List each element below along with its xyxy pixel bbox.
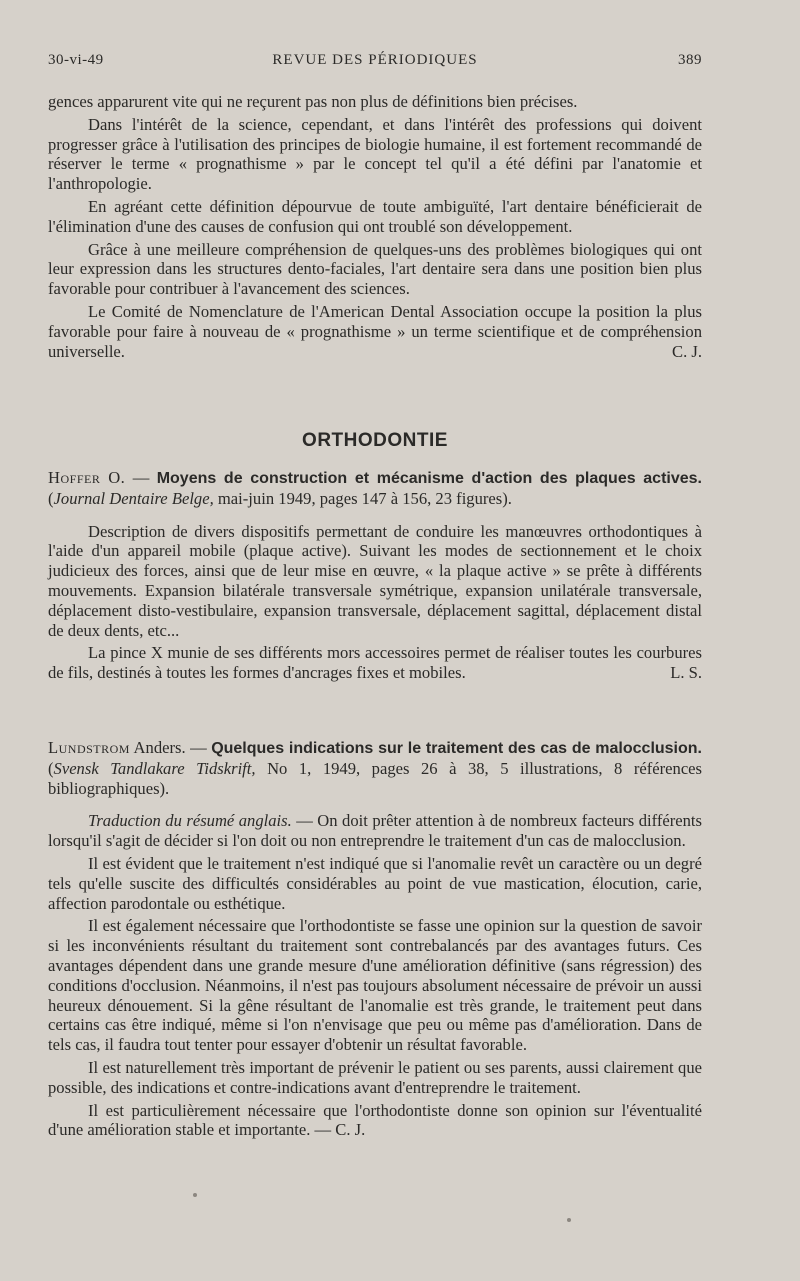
header-date: 30-vi-49 xyxy=(48,52,104,68)
journal-name: Svensk Tandlakare Tidskrift, xyxy=(53,758,256,778)
review-entry-lundstrom xyxy=(48,738,702,1143)
entry-paragraph: Il est évident que le traitement n'est indiqué que si l'anomalie revêt un caractère ou un degré tels qu'elle suscite des difficultés considérables au point de vue mastication, élocution, carie, affection parodontale ou esthétique. xyxy=(48,853,702,913)
journal-name: Journal Dentaire Belge, xyxy=(53,488,214,508)
entry-author: Lundstrom xyxy=(48,738,130,757)
signature: C. J. xyxy=(672,341,702,361)
intro-paragraph: En agréant cette définition dépourvue de toute ambiguïté, l'art dentaire bénéficierait de l'élimination d'une des causes de confusion qui ont troublé son développement. xyxy=(48,196,702,236)
entry-paragraph-text: La pince X munie de ses différents mors accessoires permet de réaliser toutes les courbures de fils, destinés à toutes les formes d'ancrages fixes et mobiles. xyxy=(48,643,702,683)
dash: — xyxy=(185,738,212,757)
entry-paragraph xyxy=(48,811,702,851)
translation-lead: Traduction du résumé anglais. xyxy=(88,811,292,831)
entry-paragraph: Il est également nécessaire que l'orthodontiste se fasse une opinion sur la question de savoir si les inconvénients résultant du traitement sont contrebalancés par des avantages futurs. Ces avantages dépendent dans une grande mesure d'une amélioration définitive (sans régression) des conditions d'occlusion. Néanmoins, il n'est pas toujours absolument nécessaire de prévoir un aussi heureux dénouement. Si la gêne résultant de l'anomalie est très grande, le traitement peut dans certains cas être indiqué, même si l'on n'envisage que peu ou même pas d'amélioration. Dans de tels cas, il faudra tout tenter pour essayer d'obtenir un résultat favorable. xyxy=(48,916,702,1055)
header-journal-title: REVUE DES PÉRIODIQUES xyxy=(272,52,478,68)
dash: — xyxy=(125,468,157,487)
entry-citation xyxy=(48,738,702,798)
entry-title: Moyens de construction et mécanisme d'action des plaques actives. xyxy=(156,470,702,487)
entry-paragraph: Description de divers dispositifs permettant de conduire les manœuvres orthodontiques à l'aide d'un appareil mobile (plaque active). Suivant les modes de sectionnement et le choix judicieux des forces, ainsi que de leur mise en œuvre, « la plaque active » se prête à différents mouvements. Expansion bilatérale transversale symétrique, expansion unilatérale transversale, déplacement disto-vestibulaire, expansion transversale, déplacement sagittal, déplacement distal de deux dents, etc... xyxy=(48,521,702,640)
entry-paragraph: Il est particulièrement nécessaire que l'orthodontiste donne son opinion sur l'éventualité d'une amélioration stable et importante. — C. J. xyxy=(48,1100,702,1140)
entry-citation xyxy=(48,468,702,509)
page-number: 389 xyxy=(678,52,702,68)
entry-author: Hoffer O. xyxy=(48,468,126,487)
intro-section xyxy=(48,92,702,364)
entry-paragraph: Il est naturellement très important de prévenir le patient ou ses parents, aussi clairement que possible, des indications et contre-indications avant d'entreprendre le traitement. xyxy=(48,1057,702,1097)
paper-speck xyxy=(193,1193,197,1197)
intro-paragraph-text: Le Comité de Nomenclature de l'American Dental Association occupe la position la plus favorable pour faire à nouveau de « prognathisme » un terme scientifique et de compréhension universelle. xyxy=(48,301,702,361)
ref-open: ( xyxy=(48,488,54,508)
entry-author-first: Anders. xyxy=(129,738,186,757)
intro-paragraph-signed xyxy=(48,302,702,361)
ref-open: ( xyxy=(48,758,54,778)
intro-paragraph: Grâce à une meilleure compréhension de quelques-uns des problèmes biologiques qui ont leur expression dans les structures dento-faciales, l'art dentaire sera dans une position bien plus favorable pour contribuer à l'avancement des sciences. xyxy=(48,239,702,299)
entry-paragraph-text: — On doit prêter attention à de nombreux facteurs différents lorsqu'il s'agit de décider si l'on doit ou non entreprendre le traitement d'un cas de malocclusion. xyxy=(48,811,702,851)
ref-details: No 1, 1949, pages 26 à 38, 5 illustrations, 8 références bibliographiques). xyxy=(48,758,703,798)
entry-paragraph-signed xyxy=(48,643,702,683)
ref-details: mai-juin 1949, pages 147 à 156, 23 figures). xyxy=(213,488,512,508)
signature: L. S. xyxy=(670,663,702,683)
intro-paragraph: Dans l'intérêt de la science, cependant, et dans l'intérêt des professions qui doivent progresser grâce à l'utilisation des principes de biologie humaine, il est fortement recommandé de réserver le terme « prognathisme » par le concept tel qu'il a été défini par l'anatomie et l'anthropologie. xyxy=(48,114,702,194)
review-entry-hoffer xyxy=(48,468,702,686)
paper-speck xyxy=(567,1218,571,1222)
entry-title: Quelques indications sur le traitement des cas de malocclusion. xyxy=(211,740,702,757)
intro-paragraph-continued: gences apparurent vite qui ne reçurent pas non plus de définitions bien précises. xyxy=(48,92,578,111)
section-title: ORTHODONTIE xyxy=(302,430,448,451)
